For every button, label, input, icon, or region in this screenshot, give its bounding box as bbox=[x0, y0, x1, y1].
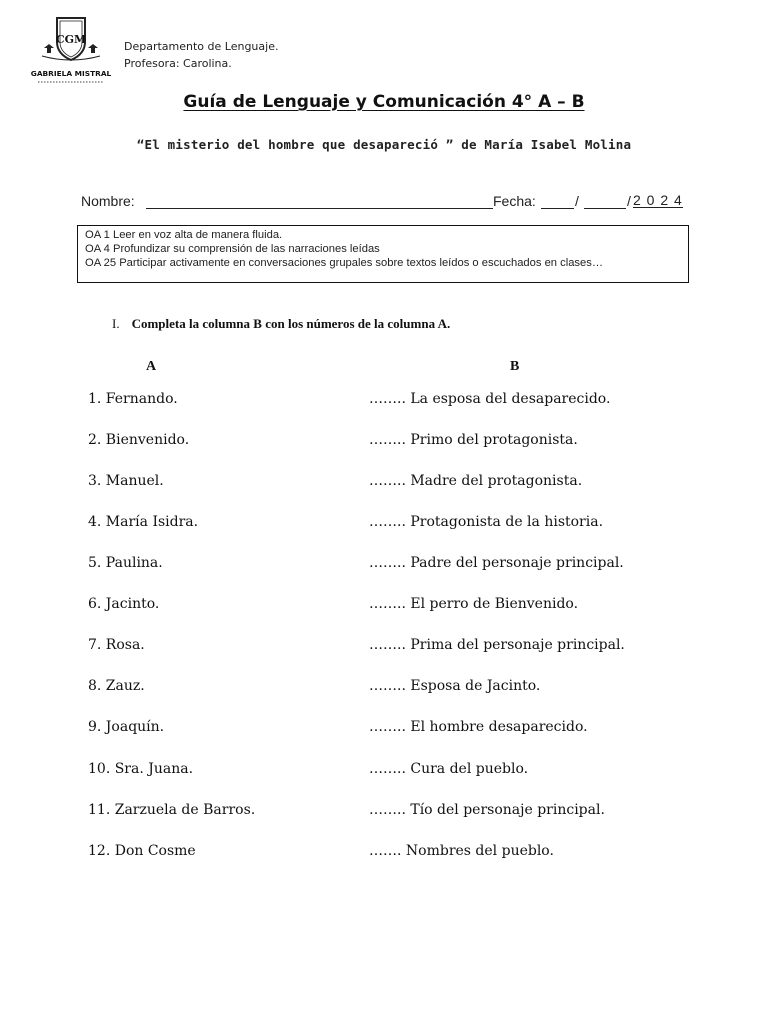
column-a-item: 2. Bienvenido. bbox=[88, 432, 190, 448]
column-a-item: 9. Joaquín. bbox=[88, 719, 165, 735]
logo-monogram: CGM bbox=[55, 33, 87, 46]
column-a-item: 8. Zauz. bbox=[88, 678, 145, 694]
objectives-box bbox=[77, 225, 689, 283]
column-a-item: 4. María Isidra. bbox=[88, 514, 199, 530]
column-b-item[interactable]: …….. Primo del protagonista. bbox=[369, 432, 578, 448]
column-a-header: A bbox=[146, 359, 157, 374]
objective-item: OA 1 Leer en voz alta de manera fluida. bbox=[85, 229, 283, 241]
matching-row bbox=[0, 637, 768, 661]
column-b-item[interactable]: …….. El hombre desaparecido. bbox=[369, 719, 588, 735]
logo-caption: GABRIELA MISTRAL bbox=[30, 69, 112, 78]
column-b-item[interactable]: …….. El perro de Bienvenido. bbox=[369, 596, 579, 612]
column-a-item: 6. Jacinto. bbox=[88, 596, 160, 612]
column-b-item[interactable]: …….. Protagonista de la historia. bbox=[369, 514, 604, 530]
date-year: 2 0 2 4 bbox=[633, 192, 683, 208]
column-a-item: 5. Paulina. bbox=[88, 555, 163, 571]
matching-row bbox=[0, 802, 768, 826]
teacher-name: Profesora: Carolina. bbox=[124, 57, 232, 70]
date-separator: / bbox=[575, 193, 579, 209]
matching-row bbox=[0, 843, 768, 867]
school-logo bbox=[30, 12, 112, 86]
column-a-item: 10. Sra. Juana. bbox=[88, 761, 194, 777]
date-month-line[interactable] bbox=[584, 208, 626, 209]
matching-row bbox=[0, 391, 768, 415]
date-day-line[interactable] bbox=[541, 208, 574, 209]
instruction-text: Completa la columna B con los números de la columna A. bbox=[131, 316, 451, 331]
matching-row bbox=[0, 761, 768, 785]
logo-left-figure bbox=[44, 44, 54, 53]
column-a-item: 12. Don Cosme bbox=[88, 843, 196, 859]
column-b-item[interactable]: …….. Madre del protagonista. bbox=[369, 473, 583, 489]
column-a-item: 11. Zarzuela de Barros. bbox=[88, 802, 256, 818]
column-b-item[interactable]: …….. La esposa del desaparecido. bbox=[369, 391, 611, 407]
column-a-item: 7. Rosa. bbox=[88, 637, 145, 653]
matching-row bbox=[0, 555, 768, 579]
matching-row bbox=[0, 596, 768, 620]
page-title: Guía de Lenguaje y Comunicación 4° A – B bbox=[183, 92, 585, 112]
instruction bbox=[112, 316, 450, 332]
matching-row bbox=[0, 719, 768, 743]
date-separator: / bbox=[627, 193, 631, 209]
instruction-number: I. bbox=[112, 316, 120, 331]
column-a-item: 1. Fernando. bbox=[88, 391, 178, 407]
column-b-item[interactable]: …….. Prima del personaje principal. bbox=[369, 637, 625, 653]
name-field-line[interactable] bbox=[146, 208, 493, 209]
matching-row bbox=[0, 678, 768, 702]
matching-row bbox=[0, 473, 768, 497]
column-a-item: 3. Manuel. bbox=[88, 473, 164, 489]
objective-item: OA 25 Participar activamente en conversaciones grupales sobre textos leídos o escuchados en clases… bbox=[85, 257, 604, 270]
name-date-row bbox=[81, 191, 691, 213]
column-b-item[interactable]: …….. Cura del pueblo. bbox=[369, 761, 529, 777]
header-info bbox=[124, 38, 278, 72]
matching-row bbox=[0, 514, 768, 538]
matching-row bbox=[0, 432, 768, 456]
column-b-item[interactable]: …….. Esposa de Jacinto. bbox=[369, 678, 541, 694]
logo-right-figure bbox=[88, 44, 98, 53]
objective-item: OA 4 Profundizar su comprensión de las narraciones leídas bbox=[85, 243, 380, 256]
column-b-item[interactable]: …….. Tío del personaje principal. bbox=[369, 802, 605, 818]
department-name: Departamento de Lenguaje. bbox=[124, 40, 279, 53]
column-b-item[interactable]: …….. Padre del personaje principal. bbox=[369, 555, 624, 571]
date-label: Fecha: bbox=[493, 193, 536, 209]
name-label: Nombre: bbox=[81, 193, 135, 209]
column-b-item[interactable]: ……. Nombres del pueblo. bbox=[369, 843, 554, 859]
column-b-header: B bbox=[510, 359, 520, 374]
page-subtitle: “El misterio del hombre que desapareció ” de María Isabel Molina bbox=[136, 137, 632, 152]
